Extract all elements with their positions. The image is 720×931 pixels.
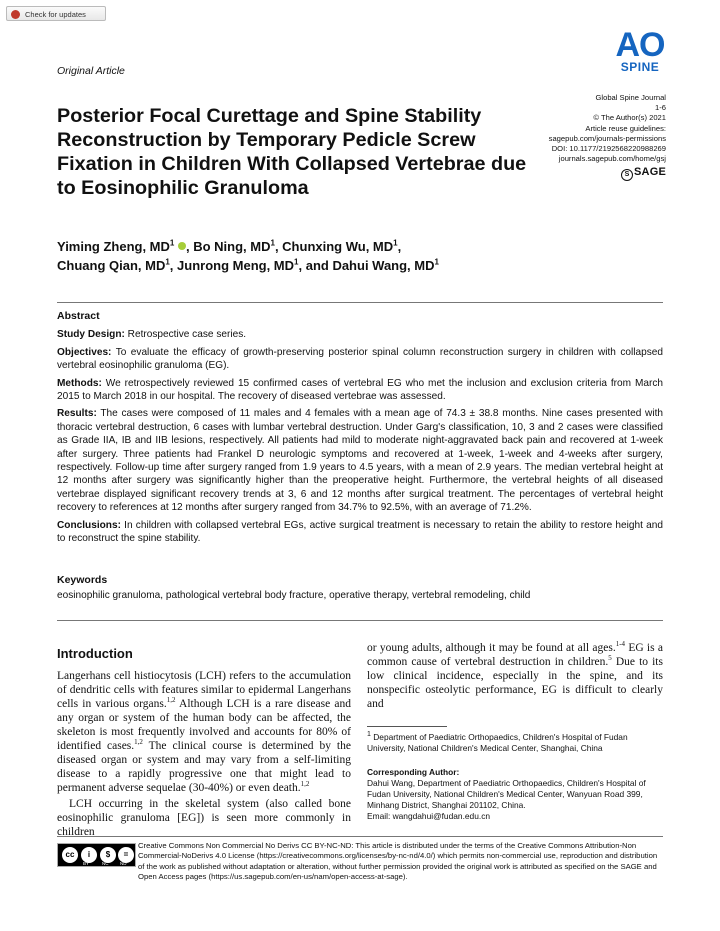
footnote-divider [367, 726, 447, 727]
keywords-heading: Keywords [57, 574, 108, 586]
sage-circle-icon: S [621, 169, 633, 181]
journal-homepage-link[interactable]: journals.sagepub.com/home/gsj [558, 154, 666, 164]
author-affiliation: 1 [270, 238, 275, 248]
reuse-guidelines-label: Article reuse guidelines: [585, 123, 666, 133]
affiliation: $^1$ Department of Paediatric Orthopaedics, Children's Hospital of Fudan University, National Children's Medical Center, Shanghai, China [367, 731, 628, 753]
journal-info [549, 93, 666, 181]
corresponding-author-address: Dahui Wang, Department of Paediatric Orthopaedics, Children's Hospital of Fudan University, National Children's Medical Center, Wanyuan Road 399, Minhang District, Shanghai 201102, China. [367, 778, 646, 810]
abstract-heading: Abstract [57, 310, 100, 322]
license-text: Creative Commons Non Commercial No Derivs CC BY-NC-ND: This article is distributed under the terms of the Creative Commons Attribution-Non Commercial-NoDerivs 4.0 License (https://creativecommons.org/licenses/by-nc-nd/4.0/) which permits non-commercial use, reproduction and distribution of the work as published without adaptation or alteration, without further permission provided the original work is attributed as specified on the SAGE and Open Access pages (https://us.sagepub.com/en-us/nam/open-access-at-sage). [138, 841, 658, 881]
citation[interactable]: 1,2 [300, 780, 310, 789]
results: Results: The cases were composed of 11 males and 4 females with a mean age of 74.3 ± 38.8 months. Nine cases presented with thoracic vertebral destruction, 6 cases with lumbar vertebral destruction. Under Garg's classification, 10, 3 and 2 cases were classified as Grade IIA, IB and IIB lesions, respectively. All patients had mild to moderate night-aggravated back pain and recovered at 1-week after surgery. Three patients had Frankel D neurologic symptoms and recovered at 1-week, 1-week and 4-weeks after surgery, respectively. Follow-up time after surgery ranged from 1.9 years to 4.5 years, with a mean of 2.9 years. The median vertebral height at 12 months after surgery was significantly higher than the preoperative height. Furthermore, the vertebral heights of all diseased vertebrae displayed significant recovery trends at 3, 6 and 12 months after surgical treatment. The percentages of vertebral height recovery to references at 12 months after surgery ranged from 34.7% to 92.5%, with an average of 71.2%. [57, 408, 663, 514]
paragraph: Langerhans cell histiocytosis (LCH) refers to the accumulation of dendritic cells with features similar to epidermal Langerhans cells in various organs.$^{1,2}$ Although LCH is a rare disease and any organ or system of the human body can be affected, the skeleton is most frequently involved and accounts for 80% of identified cases.$^{1,2}$ The clinical course is determined by the diseased organ or system and may vary from a self-limiting disease to a rapidly progressive one that might lead to permanent adverse sequelae (30-40%) or even death.$^{1,2}$ [57, 670, 351, 794]
nc-icon: $ [100, 847, 116, 863]
check-for-updates-label: Check for updates [25, 10, 86, 19]
permissions-link[interactable]: sagepub.com/journals-permissions [548, 133, 666, 143]
paragraph: LCH occurring in the skeletal system (also called bone eosinophilic granuloma [EG]) is seen more commonly in children [57, 798, 351, 838]
crossmark-icon [11, 10, 20, 19]
objectives: Objectives: To evaluate the efficacy of growth-preserving posterior spinal column reconstruction surgery in children with collapsed vertebral eosinophilic granuloma (EG). [57, 346, 663, 372]
logo-top: AO [615, 26, 665, 64]
author-name: Chuang Qian, MD [57, 258, 166, 273]
sage-logo: S SAGE [549, 167, 666, 181]
introduction-column-2: or young adults, although it may be found at all ages.$^{1-4}$ EG is a common cause of vertebral destruction in children.$^5$ Due to its low clinical incidence, especially in the spine, and its nonspecific osteolytic performance, EG is difficult to clearly and [367, 640, 663, 710]
abstract [57, 310, 663, 550]
orcid-icon[interactable] [178, 242, 186, 250]
check-for-updates-badge[interactable] [6, 6, 106, 21]
author-name: Chunxing Wu, MD [282, 239, 394, 254]
conclusions: Conclusions: In children with collapsed vertebral EGs, active surgical treatment is necessary to retain the ability to restore height and to reconstruct the spine stability. [57, 519, 663, 545]
author-name: Junrong Meng, MD [177, 258, 295, 273]
citation[interactable]: 5 [608, 654, 612, 663]
cc-icon: cc [62, 847, 78, 863]
keywords [57, 574, 663, 602]
doi[interactable]: DOI: 10.1177/2192568220988269 [551, 144, 666, 154]
author-affiliation: 1 [393, 238, 398, 248]
author-affiliation: 1 [165, 257, 170, 267]
journal-name: Global Spine Journal [595, 93, 666, 102]
methods: Methods: We retrospectively reviewed 15 confirmed cases of vertebral EG who met the inclusion and exclusion criteria from March 2015 to March 2018 in our hospital. The recovery of diseased vertebrae was assessed. [57, 377, 664, 403]
copyright: © The Author(s) 2021 [593, 113, 666, 123]
logo-bottom: SPINE [620, 60, 660, 74]
divider [57, 620, 663, 621]
license-divider [57, 836, 663, 837]
ao-spine-logo [608, 26, 672, 74]
corresponding-author-heading: Corresponding Author: [367, 767, 460, 777]
nd-label: ND [120, 861, 127, 866]
author-list: Yiming Zheng, $MD^1$ , Bo Ning, $MD^1$, Chunxing Wu, $MD^1$, Chuang Qian, $MD^1$, Junrong Meng, $MD^1$, and Dahui Wang, $MD^1$ [57, 238, 439, 273]
nc-label: NC [102, 861, 109, 866]
author-affiliation: 1 [434, 257, 439, 267]
author-name: Bo Ning, MD [193, 239, 271, 254]
article-type: Original Article [57, 65, 125, 77]
page-range: 1-6 [655, 103, 666, 113]
article-title: Posterior Focal Curettage and Spine Stability Reconstruction by Temporary Pedicle Screw Fixation in Children With Collapsed Vertebrae due to Eosinophilic Granuloma [57, 105, 527, 199]
affiliation-number: 1 [367, 731, 371, 739]
divider [57, 302, 663, 303]
cc-license-badge[interactable] [57, 843, 136, 867]
citation[interactable]: 1-4 [615, 640, 626, 649]
author-name: Yiming Zheng, MD [57, 239, 170, 254]
corresponding-author [367, 767, 663, 822]
keywords-list: eosinophilic granuloma, pathological vertebral body fracture, operative therapy, vertebral remodeling, child [57, 590, 531, 601]
study-design: Study Design: Retrospective case series. [57, 329, 247, 341]
author-affiliation: 1 [294, 257, 299, 267]
citation[interactable]: 1,2 [134, 738, 143, 747]
citation[interactable]: 1,2 [166, 696, 176, 705]
by-icon: i [81, 847, 97, 863]
author-affiliation: 1 [169, 238, 175, 248]
corresponding-author-email[interactable]: Email: wangdahui@fudan.edu.cn [367, 811, 491, 821]
author-name: Dahui Wang, MD [332, 258, 435, 273]
by-label: BY [83, 861, 90, 866]
nd-icon: = [118, 847, 134, 863]
introduction-heading: Introduction [57, 646, 133, 661]
introduction-column-1 [57, 669, 351, 839]
